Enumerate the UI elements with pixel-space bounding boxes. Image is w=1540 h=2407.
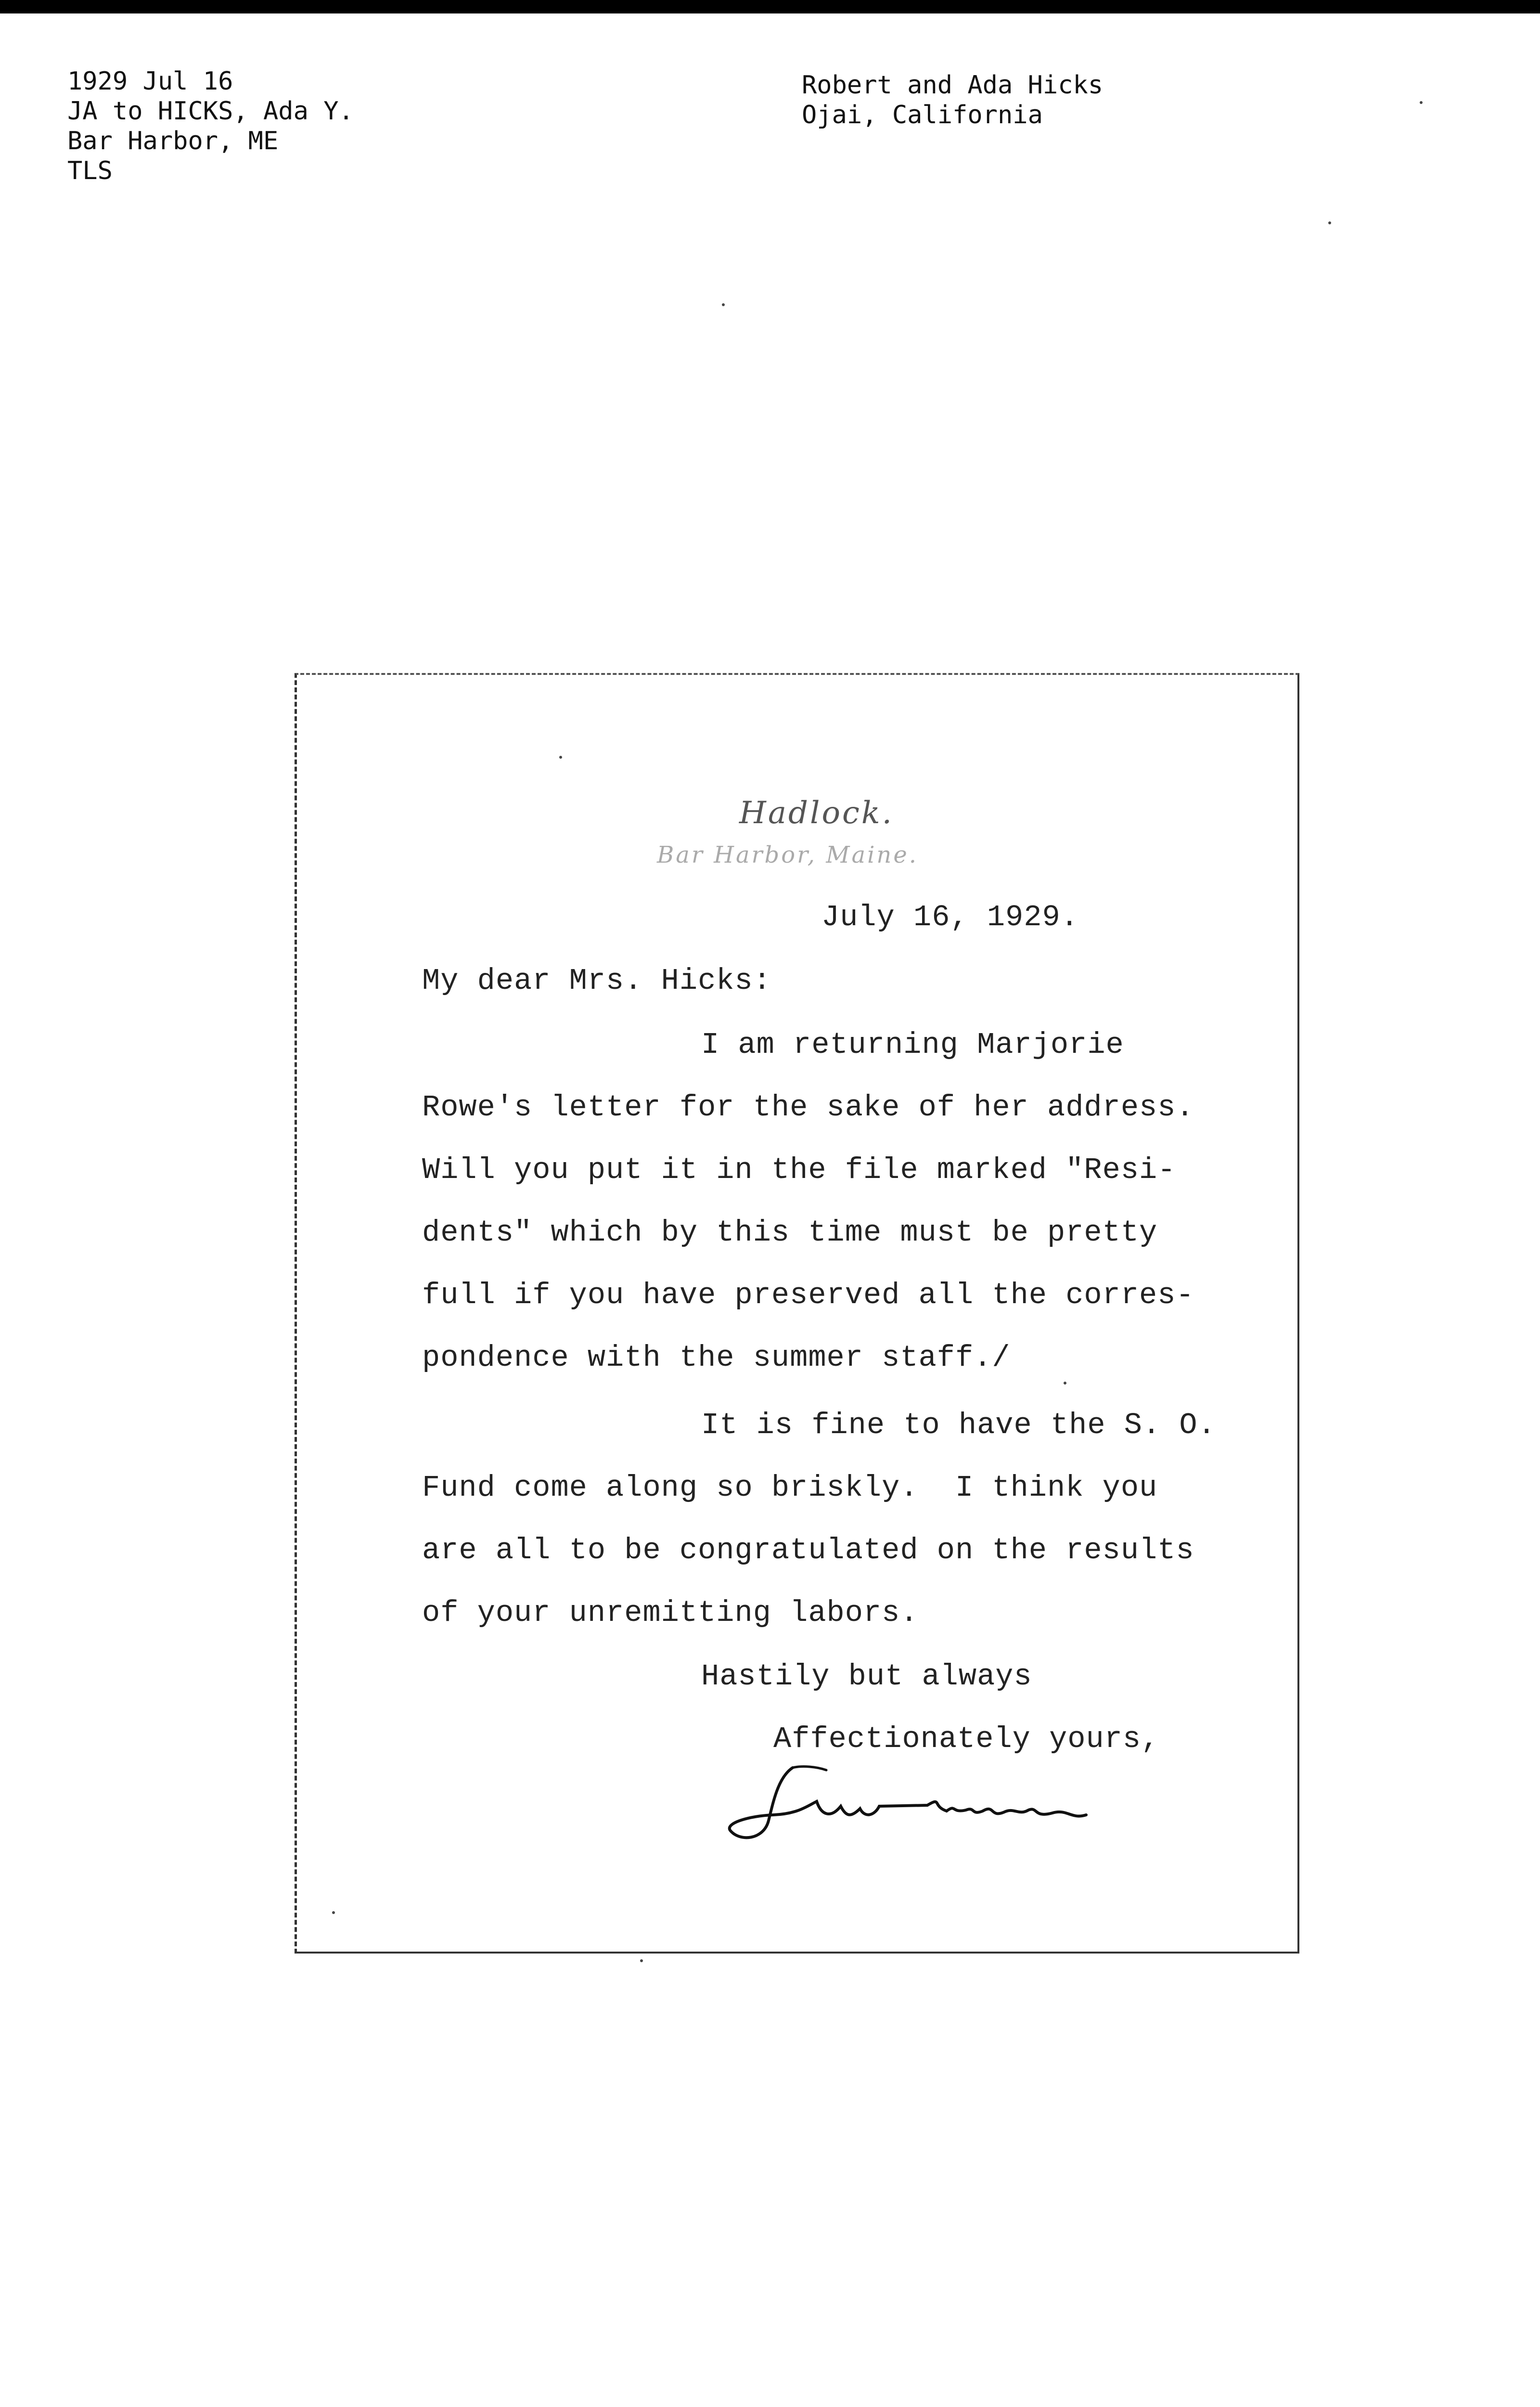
letter-date: July 16, 1929. (821, 900, 1079, 934)
archive-date: 1929 Jul 16 (67, 67, 233, 96)
letterhead-name: Hadlock. (739, 795, 894, 831)
scan-speck (722, 303, 725, 306)
archive-type: TLS (67, 156, 113, 185)
body-line: I am returning Marjorie (701, 1028, 1124, 1062)
scan-speck (1420, 101, 1423, 104)
body-line: dents" which by this time must be pretty (422, 1216, 1158, 1250)
collection-name: Robert and Ada Hicks (802, 71, 1104, 100)
body-line: Will you put it in the file marked "Resi- (422, 1153, 1176, 1187)
signature (720, 1758, 1154, 1854)
scan-speck (559, 756, 562, 759)
closing-line-2: Affectionately yours, (773, 1722, 1160, 1756)
body-line: pondence with the summer staff./ (422, 1341, 1011, 1375)
archive-header (67, 66, 354, 186)
letterhead-place: Bar Harbor, Maine. (656, 841, 919, 868)
body-line: full if you have preserved all the corres- (422, 1278, 1194, 1312)
body-line: Rowe's letter for the sake of her address. (422, 1090, 1194, 1125)
body-line: Fund come along so briskly. I think you (422, 1471, 1158, 1505)
scan-speck (1064, 1382, 1066, 1385)
scan-speck (1328, 221, 1331, 224)
body-line: It is fine to have the S. O. (701, 1408, 1216, 1442)
collection-place: Ojai, California (802, 101, 1043, 129)
letter-page (295, 673, 1299, 1954)
archive-correspondents: JA to HICKS, Ada Y. (67, 97, 354, 126)
collection-header (802, 70, 1103, 130)
body-line: are all to be congratulated on the results (422, 1533, 1194, 1567)
body-line: of your unremitting labors. (422, 1596, 919, 1630)
archive-place: Bar Harbor, ME (67, 127, 279, 155)
closing-line-1: Hastily but always (701, 1659, 1032, 1694)
scan-speck (332, 1911, 335, 1914)
scan-speck (640, 1959, 643, 1962)
top-border (0, 0, 1540, 13)
salutation: My dear Mrs. Hicks: (422, 964, 771, 998)
